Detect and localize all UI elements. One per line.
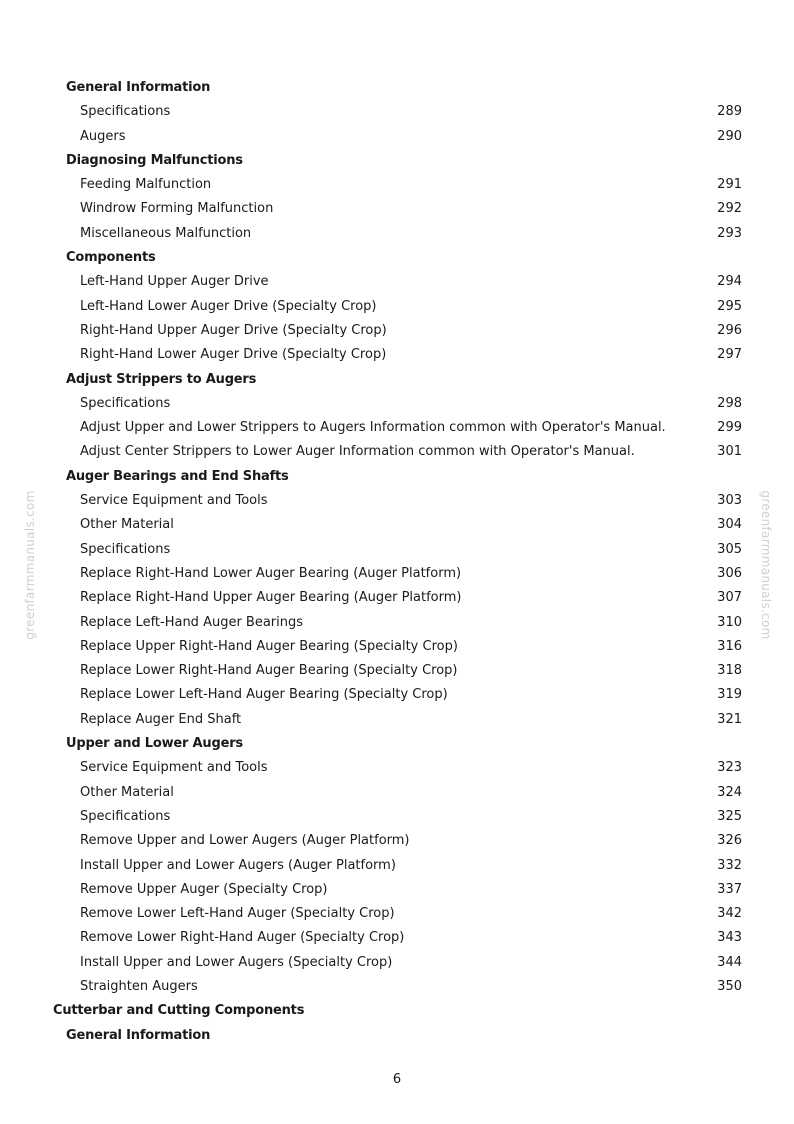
toc-entry-page: 307 (717, 590, 742, 606)
toc-section-heading[interactable] (0, 76, 794, 100)
toc-entry[interactable] (0, 440, 794, 464)
toc-entry[interactable] (0, 270, 794, 294)
toc-entry-page: 316 (717, 638, 742, 654)
toc-entry-label: Replace Lower Left-Hand Auger Bearing (Specialty Crop) (80, 687, 448, 703)
toc-entry-label: Service Equipment and Tools (80, 760, 268, 776)
toc-entry-page: 321 (717, 711, 742, 727)
toc-entry[interactable] (0, 538, 794, 562)
toc-entry-label: Left-Hand Lower Auger Drive (Specialty Crop) (80, 298, 377, 314)
toc-entry[interactable] (0, 586, 794, 610)
toc-entry-label: Adjust Upper and Lower Strippers to Augers Information common with Operator's Manual. (80, 420, 666, 436)
toc-entry-label: Remove Upper and Lower Augers (Auger Platform) (80, 833, 410, 849)
toc-entry-label: Specifications (80, 808, 171, 824)
toc-section-heading[interactable] (0, 368, 794, 392)
toc-entry-label: Replace Upper Right-Hand Auger Bearing (Specialty Crop) (80, 638, 458, 654)
toc-entry-label: Specifications (80, 104, 171, 120)
toc-section-heading[interactable] (0, 999, 794, 1023)
toc-entry-label: Adjust Strippers to Augers (66, 371, 257, 387)
toc-section-heading[interactable] (0, 149, 794, 173)
toc-entry[interactable] (0, 708, 794, 732)
toc-entry-label: Other Material (80, 517, 174, 533)
toc-entry-label: Left-Hand Upper Auger Drive (80, 274, 269, 290)
toc-entry-label: Right-Hand Lower Auger Drive (Specialty Crop) (80, 347, 387, 363)
toc-entry[interactable] (0, 878, 794, 902)
toc-entry[interactable] (0, 222, 794, 246)
toc-entry-page: 298 (717, 395, 742, 411)
toc-entry-page: 303 (717, 493, 742, 509)
toc-entry-page: 305 (717, 541, 742, 557)
toc-entry-label: Miscellaneous Malfunction (80, 225, 252, 241)
toc-entry-label: Remove Upper Auger (Specialty Crop) (80, 881, 328, 897)
toc-entry-page: 292 (717, 201, 742, 217)
toc-entry-label: Straighten Augers (80, 978, 198, 994)
toc-entry-label: Install Upper and Lower Augers (Auger Platform) (80, 857, 396, 873)
watermark-left: greenfarmmanuals.com (23, 490, 37, 640)
toc-entry-page: 296 (717, 322, 742, 338)
toc-entry[interactable] (0, 611, 794, 635)
toc-entry-page: 291 (717, 177, 742, 193)
toc-entry-page: 289 (717, 104, 742, 120)
toc-section-heading[interactable] (0, 1024, 794, 1048)
toc-entry-label: Replace Lower Right-Hand Auger Bearing (Specialty Crop) (80, 663, 458, 679)
toc-entry-label: Replace Right-Hand Upper Auger Bearing (Auger Platform) (80, 590, 462, 606)
toc-entry-page: 290 (717, 128, 742, 144)
toc-entry-page: 324 (717, 784, 742, 800)
toc-entry-page: 295 (717, 298, 742, 314)
toc-entry[interactable] (0, 392, 794, 416)
toc-entry[interactable] (0, 100, 794, 124)
toc-entry-label: Components (66, 250, 156, 266)
toc-entry-label: Right-Hand Upper Auger Drive (Specialty Crop) (80, 322, 387, 338)
toc-entry-label: Auger Bearings and End Shafts (66, 468, 289, 484)
toc-entry[interactable] (0, 951, 794, 975)
toc-entry[interactable] (0, 489, 794, 513)
toc-entry-label: Specifications (80, 541, 171, 557)
toc-entry-label: Augers (80, 128, 126, 144)
toc-entry-label: Diagnosing Malfunctions (66, 152, 243, 168)
toc-entry[interactable] (0, 343, 794, 367)
toc-entry-label: Service Equipment and Tools (80, 493, 268, 509)
toc-entry[interactable] (0, 854, 794, 878)
toc-entry-label: Replace Right-Hand Lower Auger Bearing (Auger Platform) (80, 565, 462, 581)
toc-entry-page: 304 (717, 517, 742, 533)
toc-entry[interactable] (0, 975, 794, 999)
toc-entry-page: 325 (717, 808, 742, 824)
toc-entry-page: 293 (717, 225, 742, 241)
toc-section-heading[interactable] (0, 732, 794, 756)
toc-entry-label: Adjust Center Strippers to Lower Auger Information common with Operator's Manual. (80, 444, 635, 460)
toc-entry-page: 299 (717, 420, 742, 436)
toc-entry-page: 294 (717, 274, 742, 290)
toc-entry-label: Install Upper and Lower Augers (Specialty Crop) (80, 954, 393, 970)
toc-entry-label: Windrow Forming Malfunction (80, 201, 274, 217)
toc-entry[interactable] (0, 926, 794, 950)
toc-entry-label: Upper and Lower Augers (66, 736, 243, 752)
toc-entry-label: Remove Lower Left-Hand Auger (Specialty Crop) (80, 906, 395, 922)
toc-entry-label: General Information (66, 1027, 211, 1043)
toc-entry[interactable] (0, 173, 794, 197)
toc-entry[interactable] (0, 659, 794, 683)
toc-entry[interactable] (0, 513, 794, 537)
toc-entry[interactable] (0, 416, 794, 440)
toc-entry[interactable] (0, 756, 794, 780)
toc-entry-label: Replace Auger End Shaft (80, 711, 242, 727)
toc-entry-page: 319 (717, 687, 742, 703)
page-number: 6 (392, 1072, 402, 1087)
toc-entry-label: Replace Left-Hand Auger Bearings (80, 614, 304, 630)
toc-entry-label: Other Material (80, 784, 174, 800)
toc-entry[interactable] (0, 635, 794, 659)
toc-section-heading[interactable] (0, 465, 794, 489)
toc-entry[interactable] (0, 562, 794, 586)
toc-entry-page: 297 (717, 347, 742, 363)
toc-entry[interactable] (0, 295, 794, 319)
toc-section-heading[interactable] (0, 246, 794, 270)
toc-entry[interactable] (0, 319, 794, 343)
toc-entry-label: Cutterbar and Cutting Components (53, 1003, 305, 1019)
toc-entry-page: 310 (717, 614, 742, 630)
toc-entry[interactable] (0, 805, 794, 829)
toc-entry-label: Specifications (80, 395, 171, 411)
toc-entry-page: 332 (717, 857, 742, 873)
toc-entry-page: 342 (717, 906, 742, 922)
toc-entry-page: 343 (717, 930, 742, 946)
toc-entry[interactable] (0, 829, 794, 853)
toc-entry-page: 318 (717, 663, 742, 679)
toc-entry[interactable] (0, 902, 794, 926)
toc-entry-page: 323 (717, 760, 742, 776)
toc-entry-page: 350 (717, 978, 742, 994)
toc-entry-page: 306 (717, 565, 742, 581)
toc-entry-label: General Information (66, 80, 211, 95)
toc-entry-label: Feeding Malfunction (80, 177, 212, 193)
toc-entry-page: 344 (717, 954, 742, 970)
toc-entry[interactable] (0, 197, 794, 221)
toc-entry-page: 301 (717, 444, 742, 460)
table-of-contents (0, 76, 794, 1048)
toc-entry-page: 337 (717, 881, 742, 897)
watermark-right: greenfarmmanuals.com (759, 490, 773, 640)
toc-entry[interactable] (0, 125, 794, 149)
toc-entry[interactable] (0, 683, 794, 707)
toc-entry-page: 326 (717, 833, 742, 849)
toc-entry-label: Remove Lower Right-Hand Auger (Specialty Crop) (80, 930, 405, 946)
toc-entry[interactable] (0, 781, 794, 805)
